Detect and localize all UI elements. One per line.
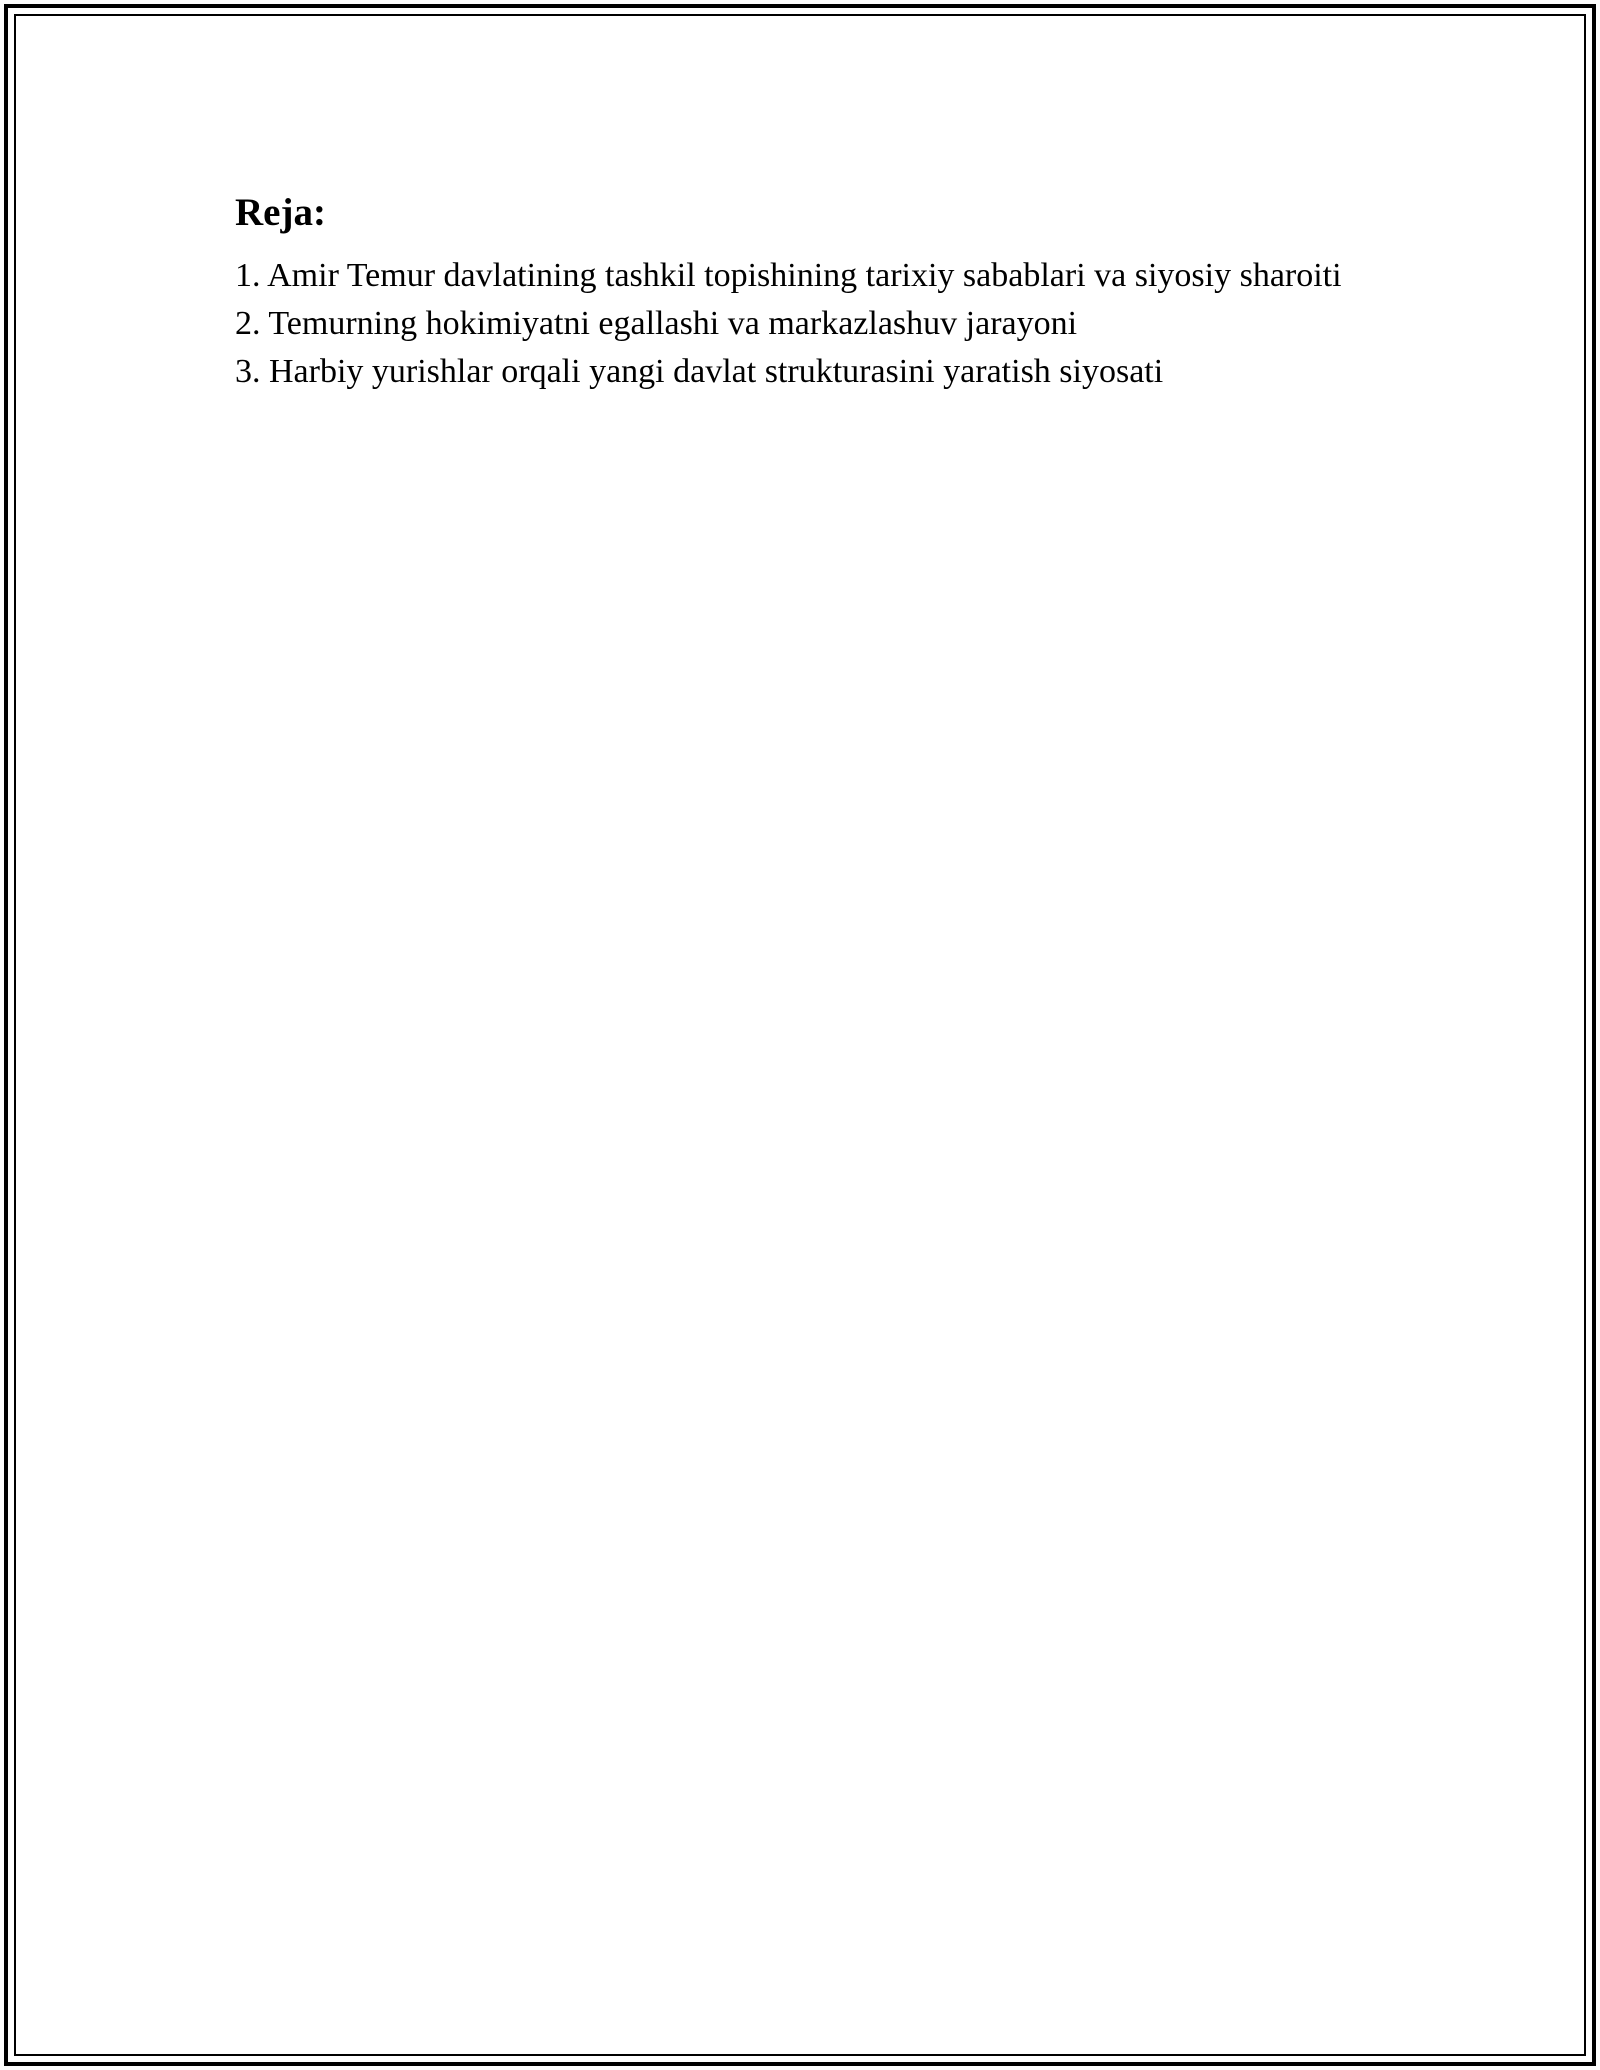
plan-item: 2. Temurning hokimiyatni egallashi va markazlashuv jarayoni: [235, 305, 1078, 342]
plan-item: 1. Amir Temur davlatining tashkil topishining tarixiy sabablari va siyosiy sharoiti: [235, 257, 1342, 294]
plan-list: [235, 252, 1365, 396]
plan-item: 3. Harbiy yurishlar orqali yangi davlat strukturasini yaratish siyosati: [235, 353, 1164, 390]
plan-heading: Reja:: [235, 191, 326, 234]
page-content: [235, 186, 1365, 396]
